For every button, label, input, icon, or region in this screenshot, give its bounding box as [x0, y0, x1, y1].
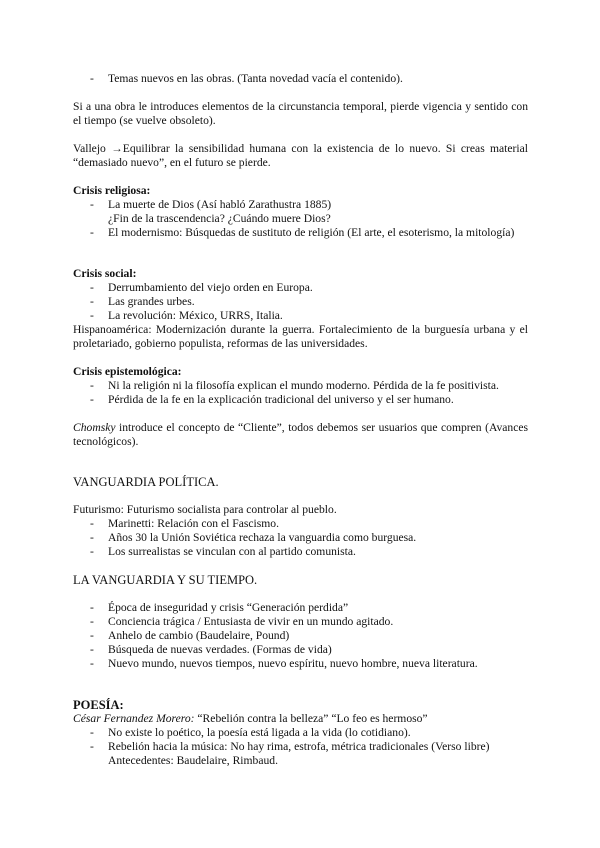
paragraph-text: introduce el concepto de “Cliente”, todos debemos ser usuarios que compren (Avances tecnológicos). — [73, 421, 528, 448]
list-bullet: - — [90, 615, 94, 628]
section-title: VANGUARDIA POLÍTICA. — [73, 475, 219, 489]
list-bullet: - — [90, 657, 94, 670]
list-bullet: - — [90, 309, 94, 322]
paragraph-text: “Rebelión contra la belleza” “Lo feo es hermoso” — [194, 712, 428, 725]
list-item: Los surrealistas se vinculan con al partido comunista. — [108, 545, 356, 558]
list-bullet: - — [90, 545, 94, 558]
section-title: LA VANGUARDIA Y SU TIEMPO. — [73, 573, 258, 587]
paragraph: Futurismo: Futurismo socialista para controlar al pueblo. — [73, 503, 337, 516]
list-bullet: - — [90, 740, 94, 753]
list-bullet: - — [90, 72, 94, 85]
paragraph — [73, 712, 428, 726]
list-item: Anhelo de cambio (Baudelaire, Pound) — [108, 629, 290, 642]
list-item: Conciencia trágica / Entusiasta de vivir en un mundo agitado. — [108, 615, 394, 628]
list-bullet: - — [90, 643, 94, 656]
paragraph: Hispanoamérica: Modernización durante la guerra. Fortalecimiento de la burguesía urbana y el proletariado, gobierno populista, reformas de las universidades. — [73, 323, 528, 350]
list-bullet: - — [90, 295, 94, 308]
list-item: Nuevo mundo, nuevos tiempos, nuevo espíritu, nuevo hombre, nueva literatura. — [108, 657, 478, 670]
list-item: Ni la religión ni la filosofía explican el mundo moderno. Pérdida de la fe positivista. — [108, 379, 499, 392]
list-item: Época de inseguridad y crisis “Generación perdida” — [108, 601, 349, 614]
list-item: Rebelión hacia la música: No hay rima, estrofa, métrica tradicionales (Verso libre) — [108, 740, 490, 753]
list-bullet: - — [90, 601, 94, 614]
author-name: Chomsky — [73, 421, 116, 434]
paragraph — [73, 421, 528, 449]
section-heading: POESÍA: — [73, 698, 124, 712]
list-item-continuation: Antecedentes: Baudelaire, Rimbaud. — [108, 754, 278, 767]
list-bullet: - — [90, 393, 94, 406]
list-bullet: - — [90, 226, 94, 239]
list-item: Pérdida de la fe en la explicación tradicional del universo y el ser humano. — [108, 393, 454, 406]
list-item-continuation: ¿Fin de la trascendencia? ¿Cuándo muere Dios? — [108, 212, 331, 225]
list-item: Años 30 la Unión Soviética rechaza la vanguardia como burguesa. — [108, 531, 417, 544]
list-bullet: - — [90, 726, 94, 739]
list-item: No existe lo poético, la poesía está ligada a la vida (lo cotidiano). — [108, 726, 411, 739]
paragraph: Si a una obra le introduces elementos de la circunstancia temporal, pierde vigencia y sentido con el tiempo (se vuelve obsoleto). — [73, 100, 528, 127]
list-item: La revolución: México, URRS, Italia. — [108, 309, 283, 322]
list-item: Temas nuevos en las obras. (Tanta novedad vacía el contenido). — [108, 72, 403, 85]
list-bullet: - — [90, 517, 94, 530]
author-name: César Fernandez Morero: — [73, 712, 195, 725]
section-heading: Crisis epistemológica: — [73, 365, 182, 378]
section-heading: Crisis religiosa: — [73, 184, 151, 197]
list-item: Derrumbamiento del viejo orden en Europa. — [108, 281, 313, 294]
list-item: Marinetti: Relación con el Fascismo. — [108, 517, 279, 530]
list-bullet: - — [90, 281, 94, 294]
list-bullet: - — [90, 379, 94, 392]
list-bullet: - — [90, 531, 94, 544]
list-item: El modernismo: Búsquedas de sustituto de religión (El arte, el esoterismo, la mitología) — [108, 226, 515, 239]
section-heading: Crisis social: — [73, 267, 137, 280]
paragraph: Vallejo →Equilibrar la sensibilidad humana con la existencia de lo nuevo. Si creas material “demasiado nuevo”, en el futuro se pierde. — [73, 142, 528, 169]
list-bullet: - — [90, 198, 94, 211]
list-item: Las grandes urbes. — [108, 295, 195, 308]
list-bullet: - — [90, 629, 94, 642]
list-item: Búsqueda de nuevas verdades. (Formas de vida) — [108, 643, 332, 656]
list-item: La muerte de Dios (Así habló Zarathustra 1885) — [108, 198, 332, 211]
